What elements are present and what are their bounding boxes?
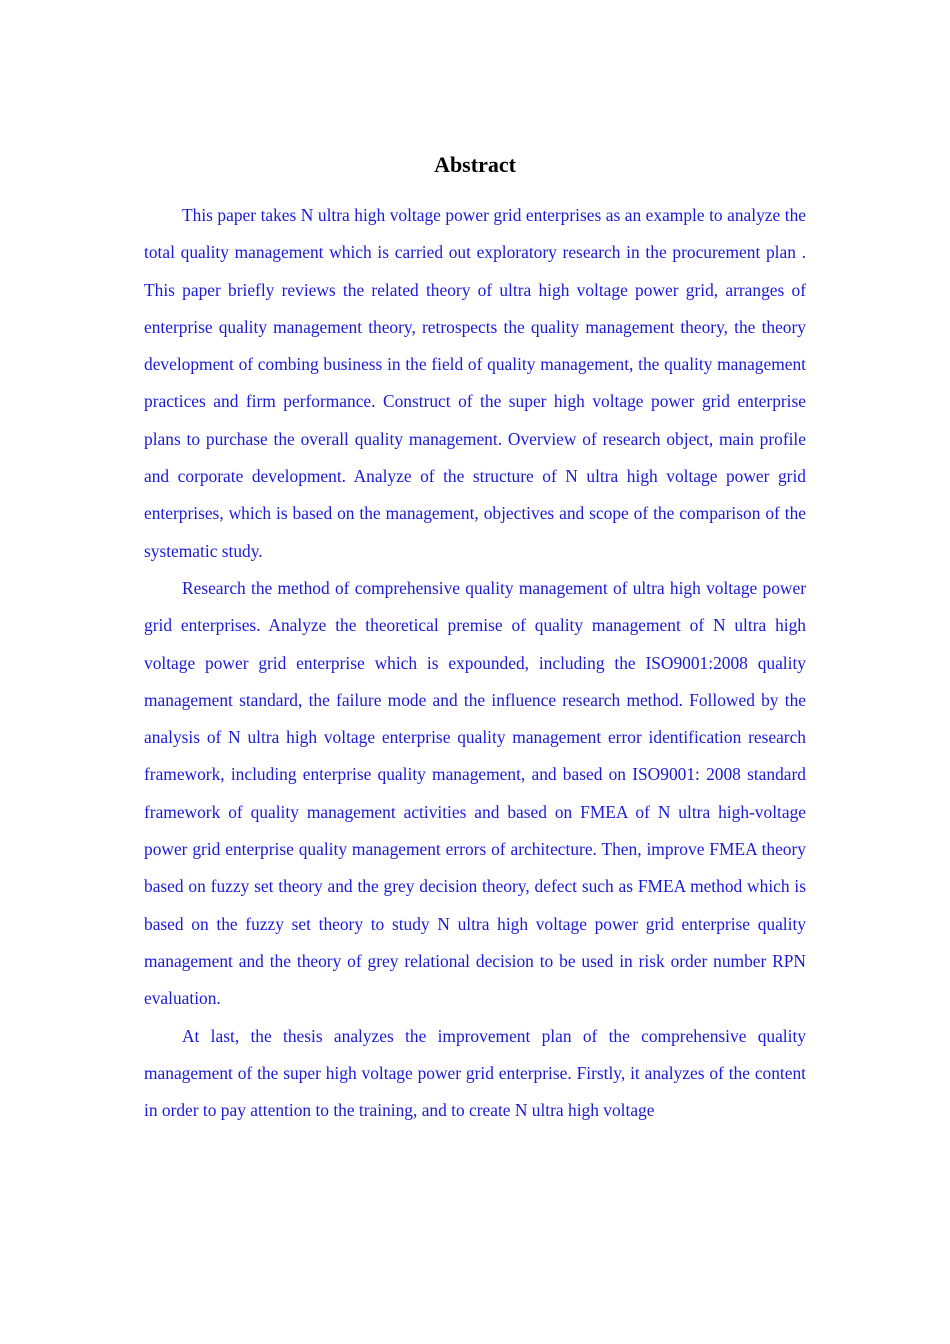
abstract-paragraph-3: At last, the thesis analyzes the improvement plan of the comprehensive quality management of the super high voltage power grid enterprise. Firstly, it analyzes of the content in order to pay attention to the training, and to create N ultra high voltage [144, 1025, 806, 1121]
abstract-paragraph-1: This paper takes N ultra high voltage power grid enterprises as an example to analyze the total quality management which is carried out exploratory research in the procurement plan . This paper briefly reviews the related theory of ultra high voltage power grid, arranges of enterprise quality management theory, retrospects the quality management theory, the theory development of combing business in the field of quality management, the quality management practices and firm performance. Construct of the super high voltage power grid enterprise plans to purchase the overall quality management. Overview of research object, main profile and corporate development. Analyze of the structure of N ultra high voltage power grid enterprises, which is based on the management, objectives and scope of the comparison of the systematic study. [144, 205, 806, 561]
abstract-body [144, 197, 806, 1129]
abstract-paragraph-2: Research the method of comprehensive quality management of ultra high voltage power grid enterprises. Analyze the theoretical premise of quality management of N ultra high voltage power grid enterprise which is expounded, including the ISO9001:2008 quality management standard, the failure mode and the influence research method. Followed by the analysis of N ultra high voltage enterprise quality management error identification research framework, including enterprise quality management, and based on ISO9001: 2008 standard framework of quality management activities and based on FMEA of N ultra high-voltage power grid enterprise quality management errors of architecture. Then, improve FMEA theory based on fuzzy set theory and the grey decision theory, defect such as FMEA method which is based on the fuzzy set theory to study N ultra high voltage power grid enterprise quality management and the theory of grey relational decision to be used in risk order number RPN evaluation. [144, 577, 806, 1009]
page-title: Abstract [434, 152, 516, 177]
